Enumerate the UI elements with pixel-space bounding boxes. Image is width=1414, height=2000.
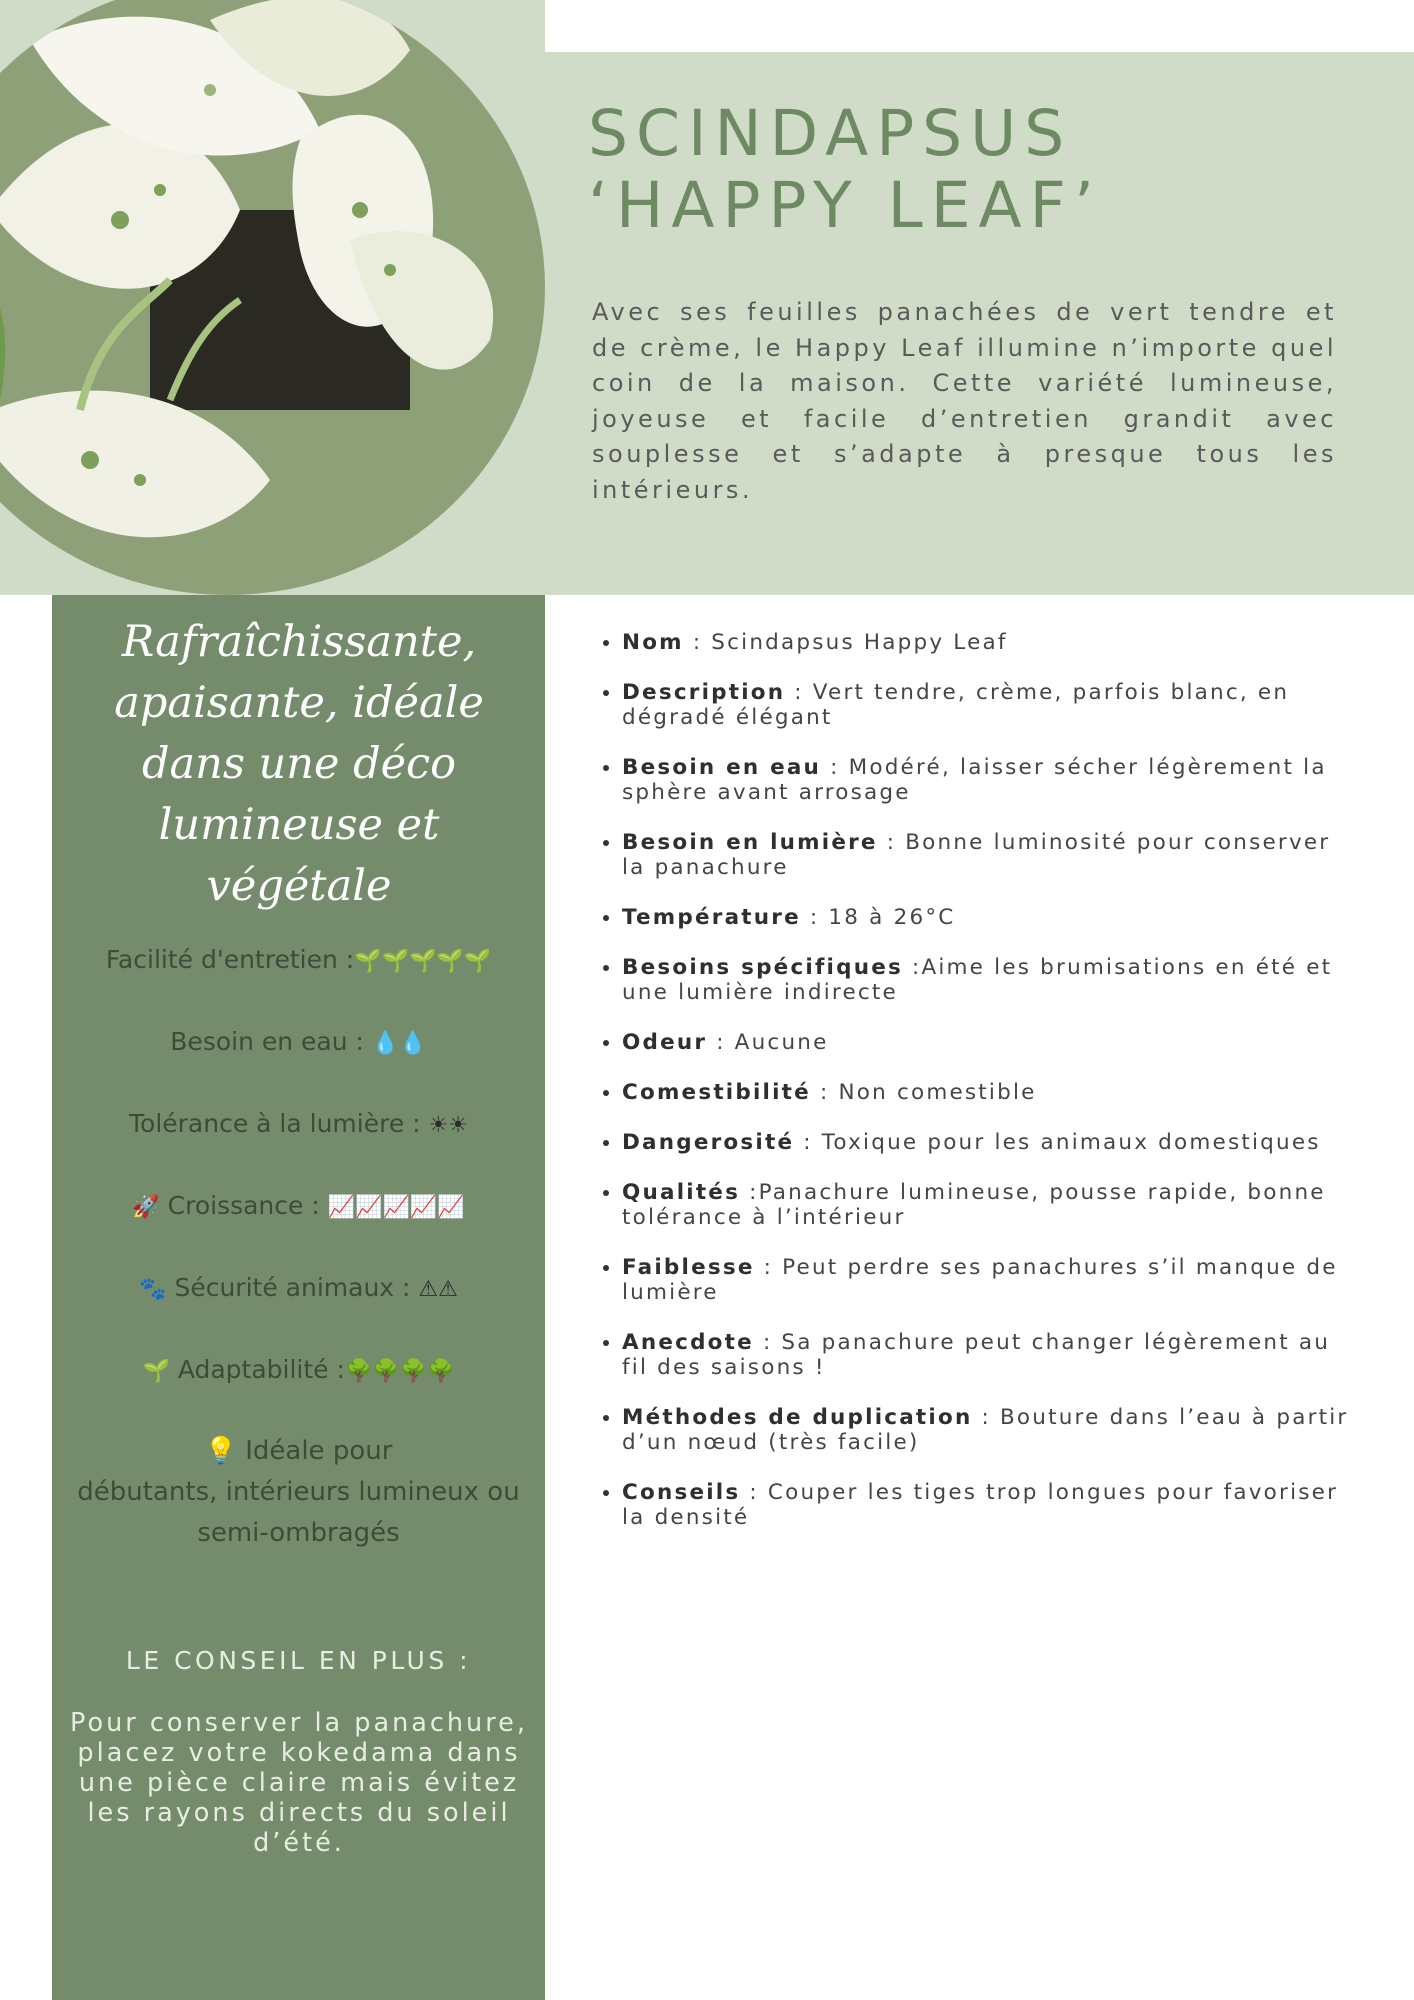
fact-item	[622, 1080, 1352, 1105]
fact-label: Nom	[622, 630, 684, 655]
fact-label: Conseils	[622, 1480, 741, 1505]
tip-title: LE CONSEIL EN PLUS :	[125, 1646, 472, 1675]
fact-item	[622, 1255, 1352, 1305]
droplet-icons: 💧💧	[371, 1031, 427, 1056]
rocket-icon: 🚀	[132, 1195, 160, 1220]
fact-item	[622, 905, 1352, 930]
fact-label: Besoin en eau	[622, 755, 822, 780]
rating-growth	[52, 1186, 545, 1228]
rating-care-label: Facilité d'entretien :	[105, 945, 355, 974]
fact-label: Comestibilité	[622, 1080, 811, 1105]
fact-label: Description	[622, 680, 786, 705]
fact-item	[622, 755, 1352, 805]
rating-adaptability-label: Adaptabilité :	[177, 1355, 345, 1384]
fact-text: : Non comestible	[810, 1080, 1037, 1105]
facts-list	[595, 630, 1352, 1555]
fact-text: : Modéré, laisser sécher légèrement la sphère avant arrosage	[622, 755, 1327, 805]
tree-icons: 🌳🌳🌳🌳	[344, 1359, 455, 1384]
fact-text: : Sa panachure peut changer légèrement au fil des saisons !	[622, 1330, 1331, 1380]
tagline: Rafraîchissante, apaisante, idéale dans une déco lumineuse et végétale	[114, 617, 484, 911]
rating-pet-safety	[52, 1268, 545, 1310]
plant-photo	[0, 0, 545, 595]
plant-photo-frame	[0, 0, 545, 595]
page-title	[588, 98, 1102, 242]
fact-text: : 18 à 26°C	[800, 905, 956, 930]
sprout-icon: 🌱	[142, 1359, 170, 1384]
title-line-1: SCINDAPSUS	[588, 97, 1073, 170]
fact-label: Méthodes de duplication	[622, 1405, 973, 1430]
title-line-2: ‘HAPPY LEAF’	[588, 169, 1102, 242]
fact-item	[622, 1330, 1352, 1380]
fact-item	[622, 955, 1352, 1005]
plant-photo-illustration	[0, 0, 545, 595]
fact-text: : Bouture dans l’eau à partir d’un nœud (très facile)	[622, 1405, 1349, 1455]
fact-text: : Scindapsus Happy Leaf	[683, 630, 1008, 655]
fact-item	[622, 830, 1352, 880]
fact-label: Besoins spécifiques	[622, 955, 903, 980]
fact-label: Dangerosité	[622, 1130, 795, 1155]
rating-pet-safety-label: Sécurité animaux :	[174, 1273, 411, 1302]
fact-text: : Bonne luminosité pour conserver la panachure	[622, 830, 1331, 880]
tip-text: Pour conserver la panachure, placez votre kokedama dans une pièce claire mais évitez les rayons directs du soleil d’été.	[70, 1708, 528, 1858]
sun-icons: ☀☀	[428, 1113, 468, 1138]
fact-text: : Couper les tiges trop longues pour favoriser la densité	[622, 1480, 1339, 1530]
rating-growth-label: Croissance :	[167, 1191, 320, 1220]
fact-label: Anecdote	[622, 1330, 754, 1355]
rating-care	[52, 940, 545, 982]
fact-item	[622, 1130, 1352, 1155]
fact-label: Température	[622, 905, 801, 930]
rating-adaptability	[52, 1350, 545, 1392]
fact-item	[622, 1180, 1352, 1230]
fact-item	[622, 680, 1352, 730]
paw-icon: 🐾	[139, 1277, 167, 1302]
rating-light	[52, 1104, 545, 1146]
fact-label: Besoin en lumière	[622, 830, 878, 855]
fact-item	[622, 1480, 1352, 1530]
ideal-title: Idéale pour	[245, 1436, 393, 1466]
rating-water	[52, 1022, 545, 1064]
ideal-for	[52, 1431, 545, 1554]
fact-text: : Toxique pour les animaux domestiques	[794, 1130, 1321, 1155]
fact-item	[622, 1030, 1352, 1055]
fact-label: Faiblesse	[622, 1255, 755, 1280]
ideal-text: débutants, intérieurs lumineux ou semi-ombragés	[77, 1477, 520, 1548]
chart-increasing-icons: 📈📈📈📈📈	[327, 1195, 465, 1220]
warning-icons: ⚠⚠	[418, 1277, 458, 1302]
fact-text: :Panachure lumineuse, pousse rapide, bonne tolérance à l’intérieur	[622, 1180, 1326, 1230]
fact-label: Odeur	[622, 1030, 708, 1055]
fact-item	[622, 630, 1352, 655]
rating-water-label: Besoin en eau :	[170, 1027, 364, 1056]
rating-light-label: Tolérance à la lumière :	[129, 1109, 421, 1138]
fact-text: :Aime les brumisations en été et une lumière indirecte	[622, 955, 1333, 1005]
fact-text: : Peut perdre ses panachures s’il manque de lumière	[622, 1255, 1338, 1305]
seedling-icons: 🌱🌱🌱🌱🌱	[354, 949, 492, 974]
intro-paragraph: Avec ses feuilles panachées de vert tendre et de crème, le Happy Leaf illumine n’importe quel coin de la maison. Cette variété lumineuse, joyeuse et facile d’entretien grandit avec souplesse et s’adapte à presque tous les intérieurs.	[592, 298, 1337, 504]
fact-item	[622, 1405, 1352, 1455]
fact-text: : Aucune	[707, 1030, 829, 1055]
fact-label: Qualités	[622, 1180, 741, 1205]
lightbulb-icon: 💡	[204, 1436, 237, 1466]
fact-text: : Vert tendre, crème, parfois blanc, en dégradé élégant	[622, 680, 1290, 730]
